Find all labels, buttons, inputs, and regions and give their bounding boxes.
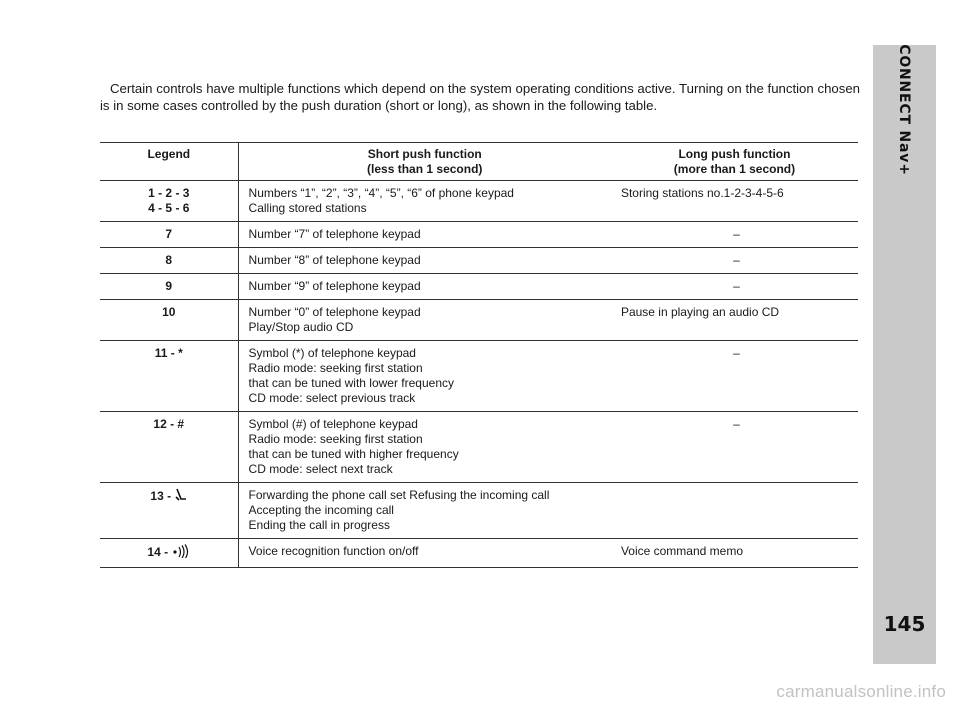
- short-push-line: Numbers “1”, “2”, “3”, “4”, “5”, “6” of phone keypad: [248, 186, 514, 200]
- legend-label: 9: [165, 279, 173, 293]
- page-number: 145: [883, 612, 926, 636]
- legend-label: 10: [162, 305, 176, 319]
- header-long-line: (more than 1 second): [673, 162, 796, 176]
- legend-cell: [100, 539, 238, 568]
- legend-cell: [100, 300, 238, 341]
- long-push-cell: –: [611, 412, 858, 483]
- legend-cell: [100, 181, 238, 222]
- short-push-line: Symbol (#) of telephone keypad: [248, 417, 418, 431]
- long-push-cell: –: [611, 248, 858, 274]
- short-push-line: Voice recognition function on/off: [248, 544, 419, 558]
- short-push-line: Calling stored stations: [248, 201, 367, 215]
- short-push-line: Accepting the incoming call: [248, 503, 394, 517]
- short-push-line: that can be tuned with higher frequency: [248, 447, 459, 461]
- short-push-cell: [238, 222, 611, 248]
- header-short-line: Short push function: [367, 147, 482, 161]
- table-row: [100, 222, 858, 248]
- short-push-line: Radio mode: seeking first station: [248, 361, 423, 375]
- short-push-cell: [238, 248, 611, 274]
- table-row: [100, 341, 858, 412]
- legend-label: 11 - *: [154, 346, 183, 360]
- voice-icon: [172, 544, 190, 562]
- short-push-line: Number “8” of telephone keypad: [248, 253, 421, 267]
- header-long-push: [611, 143, 858, 181]
- short-push-line: Ending the call in progress: [248, 518, 390, 532]
- short-push-cell: [238, 341, 611, 412]
- legend-label: 8: [165, 253, 173, 267]
- short-push-cell: [238, 483, 611, 539]
- header-long-line: Long push function: [678, 147, 791, 161]
- table-row: [100, 181, 858, 222]
- short-push-line: CD mode: select previous track: [248, 391, 416, 405]
- legend-cell: [100, 222, 238, 248]
- short-push-cell: [238, 300, 611, 341]
- short-push-line: Number “7” of telephone keypad: [248, 227, 421, 241]
- short-push-cell: [238, 539, 611, 568]
- short-push-cell: [238, 412, 611, 483]
- short-push-line: Forwarding the phone call set Refusing the incoming call: [248, 488, 550, 502]
- table-body: [100, 181, 858, 568]
- long-push-cell: –: [611, 274, 858, 300]
- short-push-cell: [238, 181, 611, 222]
- long-push-cell: [611, 483, 858, 539]
- long-push-cell: Voice command memo: [611, 539, 858, 568]
- chapter-title: CONNECT Nav+: [896, 44, 912, 176]
- legend-label: 1 - 2 - 3: [148, 186, 190, 200]
- legend-cell: [100, 412, 238, 483]
- table-header-row: [100, 143, 858, 181]
- legend-label: 4 - 5 - 6: [148, 201, 190, 215]
- short-push-line: Radio mode: seeking first station: [248, 432, 423, 446]
- legend-cell: [100, 483, 238, 539]
- long-push-cell: Storing stations no.1-2-3-4-5-6: [611, 181, 858, 222]
- table-row: [100, 412, 858, 483]
- header-short-line: (less than 1 second): [367, 162, 483, 176]
- header-short-push: [238, 143, 611, 181]
- short-push-line: Symbol (*) of telephone keypad: [248, 346, 416, 360]
- short-push-line: Number “9” of telephone keypad: [248, 279, 421, 293]
- short-push-cell: [238, 274, 611, 300]
- table-row: [100, 274, 858, 300]
- intro-paragraph: Certain controls have multiple functions which depend on the system operating conditions active. Turning on the function chosen is in some cases controlled by the push duration (short or long), as shown in the following table.: [100, 81, 860, 113]
- legend-label: 13 -: [150, 489, 172, 504]
- legend-cell: [100, 274, 238, 300]
- phone-call-icon: [175, 488, 187, 506]
- short-push-line: that can be tuned with lower frequency: [248, 376, 455, 390]
- legend-label: 14 -: [147, 545, 169, 560]
- long-push-cell: –: [611, 341, 858, 412]
- table-row: [100, 300, 858, 341]
- long-push-cell: Pause in playing an audio CD: [611, 300, 858, 341]
- table-row: [100, 539, 858, 568]
- table-row: [100, 483, 858, 539]
- watermark: carmanualsonline.info: [776, 682, 946, 701]
- long-push-cell: –: [611, 222, 858, 248]
- legend-cell: [100, 248, 238, 274]
- short-push-line: Play/Stop audio CD: [248, 320, 354, 334]
- legend-cell: [100, 341, 238, 412]
- functions-table: [100, 142, 858, 568]
- legend-label: 7: [165, 227, 173, 241]
- legend-label: 12 - #: [153, 417, 185, 431]
- short-push-line: CD mode: select next track: [248, 462, 393, 476]
- header-legend: Legend: [100, 143, 238, 181]
- table-row: [100, 248, 858, 274]
- short-push-line: Number “0” of telephone keypad: [248, 305, 421, 319]
